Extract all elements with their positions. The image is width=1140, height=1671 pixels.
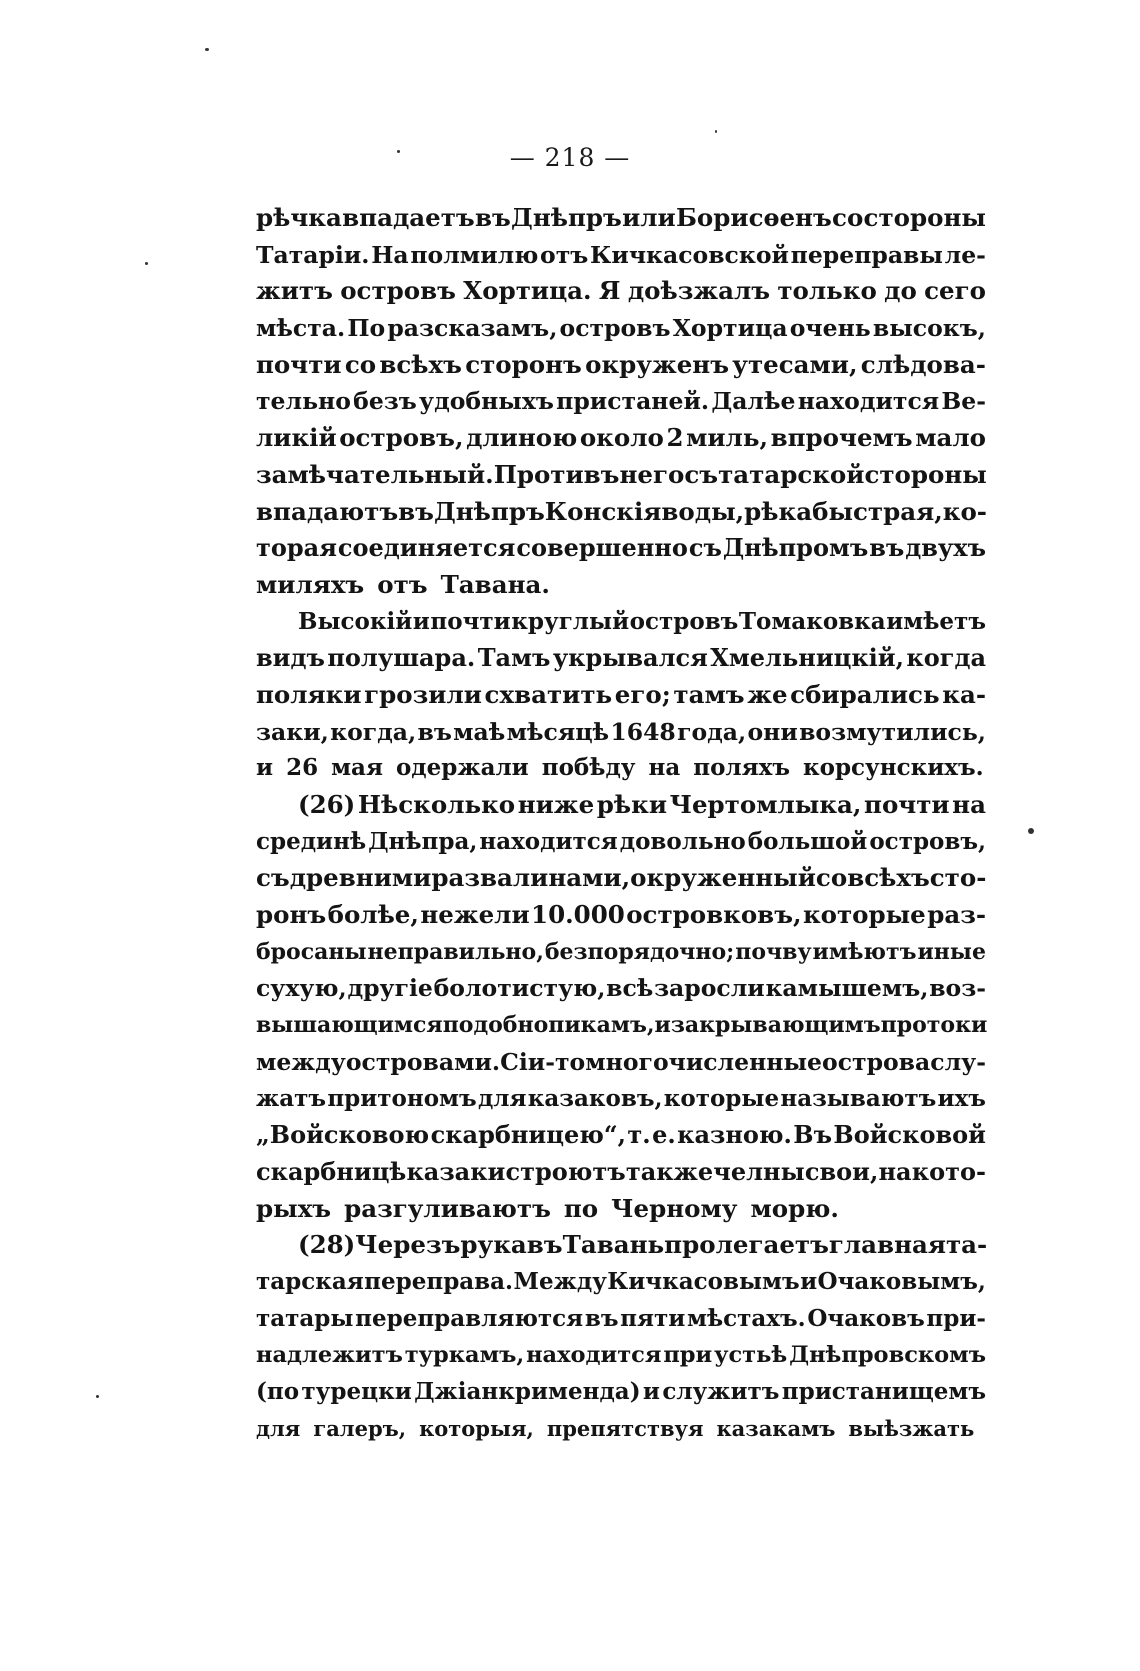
text-line: (26) Нѣсколько ниже рѣки Чертомлыка, почти на: [298, 790, 986, 819]
text-line: ронъ болѣе, нежели 10.000 островковъ, которые раз-: [256, 900, 986, 930]
text-line: татары переправляются въ пяти мѣстахъ. Очаковъ при-: [256, 1304, 986, 1332]
text-line: тельно безъ удобныхъ пристаней. Далѣе находится Ве-: [256, 387, 986, 416]
text-line: замѣчательный. Противъ него съ татарской стороны: [256, 459, 987, 489]
text-line: впадаютъ въ Днѣпръ Конскія воды, рѣка быстрая, ко-: [256, 496, 987, 526]
scan-speck: [715, 130, 717, 133]
text-line: сре​динѣ Днѣпра, находится довольно большой островъ,: [256, 827, 986, 855]
text-line: тарская переправа. Между Кичкасовымъ и Очаковымъ,: [256, 1267, 986, 1295]
text-line: Татаріи. На полмилю отъ Кичкасовской переправы ле-: [256, 240, 986, 269]
body-text: [256, 200, 986, 1447]
scan-speck: [205, 48, 209, 51]
text-line: между островами. Сіи-то многочисленные острова слу-: [256, 1047, 986, 1076]
text-line: поляки грозили схватить его; тамъ же сбирались ка-: [256, 679, 986, 709]
text-line: „Войсковою скарбницею“, т. е. казною. Въ Войсковой: [256, 1120, 986, 1150]
text-line: миляхъ отъ Тавана.: [256, 569, 550, 599]
text-line: для галеръ, которыя, препятствуя казакамъ выѣзжать: [256, 1415, 975, 1441]
text-line: торая соединяется совершенно съ Днѣпромъ въ двухъ: [256, 533, 986, 563]
text-line: съ древними развалинами, окруженный со всѣхъ сто-: [256, 863, 987, 893]
scan-speck: [397, 150, 400, 153]
text-line: жатъ притономъ для казаковъ, которые называютъ ихъ: [256, 1084, 986, 1112]
text-line: бросаны неправильно, безпорядочно; почву имѣютъ иные: [256, 938, 986, 965]
text-line: житъ островъ Хортица. Я доѣзжалъ только до сего: [256, 276, 986, 306]
text-line: скарбницѣ казаки строютъ также челны свои, на кото-: [256, 1156, 986, 1186]
scan-speck: [145, 262, 148, 265]
page-number: — 218 —: [509, 143, 631, 172]
paragraph: [256, 1227, 986, 1447]
text-line: ликій островъ, длиною около 2 миль, впрочемъ мало: [256, 423, 986, 453]
text-line: мѣста. По разсказамъ, островъ Хортица очень высокъ,: [256, 314, 986, 343]
paragraph: [256, 604, 986, 787]
text-line: и 26 мая одержали побѣду на поляхъ корсунскихъ.: [256, 754, 984, 782]
text-line: Высокій и почти круглый островъ Томаковка имѣетъ: [298, 607, 986, 635]
text-line: почти со всѣхъ сторонъ окруженъ утесами, слѣдова-: [256, 349, 986, 379]
text-line: сухую, другіе болотистую, всѣ заросли камышемъ, воз-: [256, 974, 986, 1003]
text-line: (28) Черезъ рукавъ Тавань пролегаетъ главная та-: [298, 1230, 988, 1260]
text-line: рѣчка впадаетъ въ Днѣпръ или Борисѳенъ со стороны: [256, 203, 986, 232]
paragraph: [256, 787, 986, 1227]
text-line: (по турецки Джіанкримендa) и служитъ пристанищемъ: [256, 1378, 986, 1405]
text-line: заки, когда, въ маѣ мѣсяцѣ 1648 года, они возмутились,: [256, 717, 986, 746]
scan-speck: [1028, 828, 1034, 834]
scan-speck: [96, 1395, 99, 1398]
text-line: вышающимся подобно пикамъ, и закрывающимъ протоки: [256, 1012, 988, 1039]
text-line: видъ полушара. Тамъ укрывался Хмельницкій, когда: [256, 643, 986, 673]
text-line: надлежитъ туркамъ, находится при устьѣ Днѣпровскомъ: [256, 1342, 986, 1369]
text-line: рыхъ разгуливаютъ по Черному морю.: [256, 1193, 839, 1223]
paragraph: [256, 200, 986, 604]
